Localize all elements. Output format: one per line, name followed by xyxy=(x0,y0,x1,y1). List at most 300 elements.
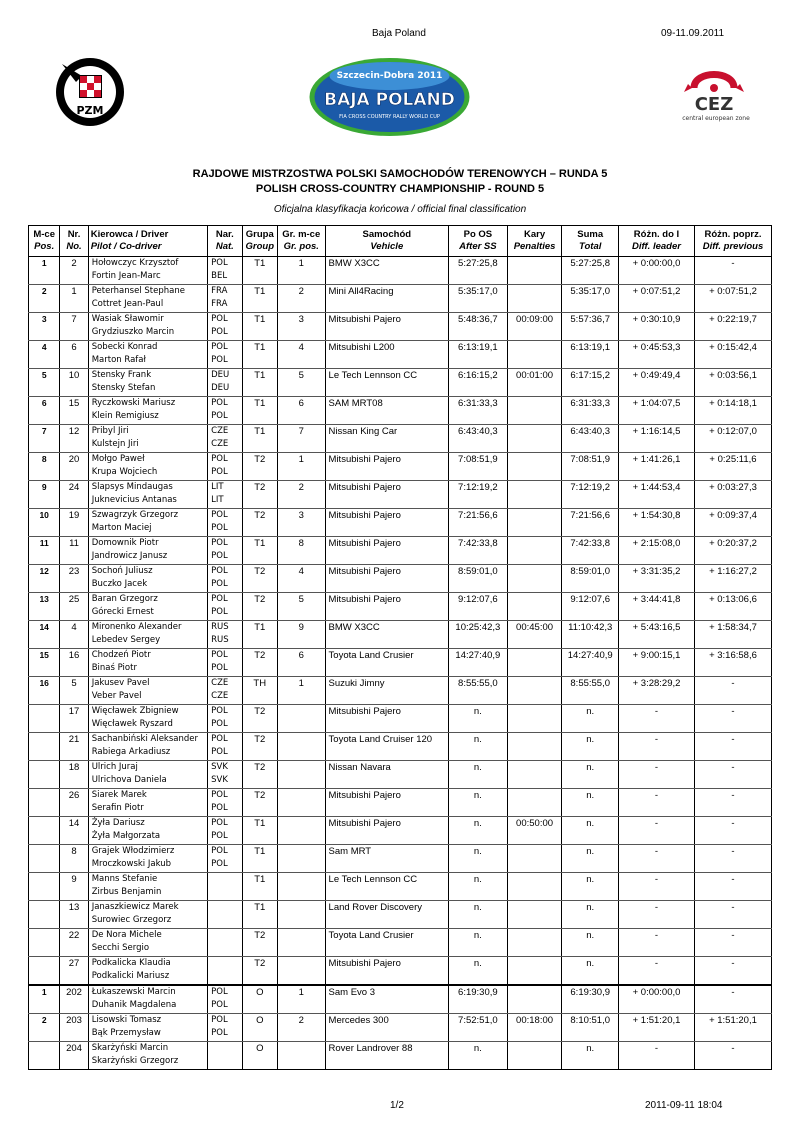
position-cell xyxy=(29,649,60,677)
group-cell-value: O xyxy=(256,1043,264,1054)
diff-leader-cell-value: - xyxy=(654,1043,659,1054)
crew-cell xyxy=(88,453,207,481)
vehicle-cell xyxy=(325,453,448,481)
total-cell xyxy=(562,341,619,369)
nationality-cell xyxy=(208,901,242,929)
diff-previous-cell xyxy=(694,285,771,313)
total-cell-value: 11:10:42,3 xyxy=(568,622,613,633)
crew-cell-line1: Chodzeń Piotr xyxy=(91,650,151,660)
nationality-cell xyxy=(208,341,242,369)
after-ss-cell-value: 7:42:33,8 xyxy=(458,538,498,549)
diff-leader-cell-value: + 0:45:53,3 xyxy=(632,342,681,353)
diff-leader-cell xyxy=(619,789,695,817)
group-pos-cell xyxy=(277,285,325,313)
nationality-cell xyxy=(208,733,242,761)
group-cell-value: T2 xyxy=(254,734,266,745)
penalties-cell xyxy=(507,257,562,285)
number-cell xyxy=(60,453,88,481)
position-cell xyxy=(29,397,60,425)
nationality-cell xyxy=(208,789,242,817)
crew-cell-line2: Rabiega Arkadiusz xyxy=(91,747,171,757)
vehicle-cell xyxy=(325,1014,448,1042)
group-cell xyxy=(242,733,277,761)
group-pos-cell-value: 6 xyxy=(298,398,304,409)
group-pos-cell-value: 3 xyxy=(298,314,304,325)
group-cell-value: T2 xyxy=(254,594,266,605)
crew-cell-line1: Janaszkiewicz Marek xyxy=(91,902,179,912)
crew-cell-line1: Ryczkowski Mariusz xyxy=(91,398,176,408)
diff-leader-cell xyxy=(619,285,695,313)
penalties-cell-value: 00:45:00 xyxy=(516,622,554,633)
nationality-cell-line1: POL xyxy=(211,734,228,744)
penalties-cell xyxy=(507,369,562,397)
group-pos-cell xyxy=(277,397,325,425)
diff-previous-cell xyxy=(694,677,771,705)
group-cell xyxy=(242,593,277,621)
vehicle-cell-value: Mitsubishi Pajero xyxy=(328,482,401,493)
diff-previous-cell-value: - xyxy=(731,902,735,913)
crew-cell xyxy=(88,873,207,901)
diff-previous-cell xyxy=(694,705,771,733)
group-cell-value: T1 xyxy=(254,342,266,353)
position-cell xyxy=(29,761,60,789)
after-ss-cell-value: 7:12:19,2 xyxy=(458,482,498,493)
after-ss-cell-value: n. xyxy=(473,846,482,857)
after-ss-cell-value: 6:19:30,9 xyxy=(458,987,498,998)
crew-cell-line1: Grajek Włodzimierz xyxy=(91,846,175,856)
crew-cell xyxy=(88,397,207,425)
col-penalties-header xyxy=(507,226,562,257)
diff-previous-cell xyxy=(694,1042,771,1070)
group-cell-value: T1 xyxy=(254,902,266,913)
number-cell xyxy=(60,313,88,341)
crew-cell-line1: Sachanbiński Aleksander xyxy=(91,734,198,744)
penalties-cell xyxy=(507,621,562,649)
group-cell xyxy=(242,761,277,789)
vehicle-cell-value: BMW X3CC xyxy=(328,258,380,269)
results-body xyxy=(29,257,772,1070)
header-secondary: Gr. pos. xyxy=(283,241,319,252)
group-cell xyxy=(242,565,277,593)
crew-cell xyxy=(88,1042,207,1070)
group-cell xyxy=(242,929,277,957)
total-cell xyxy=(562,901,619,929)
position-cell-value: 1 xyxy=(41,258,47,268)
title-polish: RAJDOWE MISTRZOSTWA POLSKI SAMOCHODÓW TERENOWYCH – RUNDA 5 xyxy=(192,168,608,180)
diff-previous-cell xyxy=(694,845,771,873)
total-cell-value: n. xyxy=(586,790,595,801)
vehicle-cell-value: Mitsubishi Pajero xyxy=(328,454,401,465)
crew-cell-line2: Marton Rafał xyxy=(91,355,146,365)
position-cell xyxy=(29,593,60,621)
group-cell-value: O xyxy=(256,1015,264,1026)
penalties-cell xyxy=(507,733,562,761)
nationality-cell xyxy=(208,621,242,649)
after-ss-cell xyxy=(449,397,508,425)
diff-leader-cell xyxy=(619,369,695,397)
nationality-cell-line1: FRA xyxy=(211,286,228,296)
table-row xyxy=(29,761,772,789)
group-pos-cell xyxy=(277,901,325,929)
penalties-cell xyxy=(507,1042,562,1070)
table-row xyxy=(29,341,772,369)
header-primary: Grupa xyxy=(245,229,274,240)
nationality-cell-line2: DEU xyxy=(211,383,230,393)
total-cell xyxy=(562,789,619,817)
vehicle-cell xyxy=(325,285,448,313)
number-cell-value: 27 xyxy=(68,958,80,969)
number-cell-value: 2 xyxy=(71,258,77,269)
vehicle-cell xyxy=(325,341,448,369)
number-cell xyxy=(60,649,88,677)
crew-cell xyxy=(88,901,207,929)
diff-previous-cell xyxy=(694,761,771,789)
vehicle-cell xyxy=(325,761,448,789)
number-cell xyxy=(60,285,88,313)
vehicle-cell-value: Mini All4Racing xyxy=(328,286,394,297)
penalties-cell xyxy=(507,649,562,677)
after-ss-cell-value: n. xyxy=(473,706,482,717)
crew-cell-line1: Podkalicka Klaudia xyxy=(91,958,171,968)
crew-cell xyxy=(88,649,207,677)
number-cell xyxy=(60,341,88,369)
diff-previous-cell xyxy=(694,649,771,677)
after-ss-cell xyxy=(449,873,508,901)
group-cell xyxy=(242,957,277,986)
group-cell xyxy=(242,817,277,845)
group-cell xyxy=(242,985,277,1014)
diff-previous-cell xyxy=(694,873,771,901)
number-cell-value: 13 xyxy=(68,902,80,913)
vehicle-cell xyxy=(325,1042,448,1070)
vehicle-cell-value: Toyota Land Crusier xyxy=(328,930,414,941)
diff-leader-cell xyxy=(619,341,695,369)
diff-leader-cell xyxy=(619,565,695,593)
group-cell xyxy=(242,537,277,565)
diff-previous-cell xyxy=(694,621,771,649)
table-header-row xyxy=(29,226,772,257)
number-cell xyxy=(60,1042,88,1070)
crew-cell-line2: Surowiec Grzegorz xyxy=(91,915,172,925)
after-ss-cell-value: 6:13:19,1 xyxy=(458,342,498,353)
after-ss-cell xyxy=(449,985,508,1014)
number-cell-value: 6 xyxy=(71,342,77,353)
crew-cell xyxy=(88,621,207,649)
table-row xyxy=(29,537,772,565)
total-cell-value: 8:10:51,0 xyxy=(570,1015,611,1026)
group-pos-cell xyxy=(277,537,325,565)
crew-cell-line2: Buczko Jacek xyxy=(91,579,148,589)
nationality-cell-line2: BEL xyxy=(211,271,228,281)
group-cell-value: TH xyxy=(253,678,267,689)
crew-cell-line1: Łukaszewski Marcin xyxy=(91,987,176,997)
diff-previous-cell xyxy=(694,453,771,481)
crew-cell xyxy=(88,481,207,509)
col-vehicle-header xyxy=(325,226,448,257)
diff-previous-cell-value: - xyxy=(731,762,735,773)
group-cell xyxy=(242,845,277,873)
diff-leader-cell-value: + 0:00:00,0 xyxy=(632,258,681,269)
number-cell-value: 8 xyxy=(71,846,77,857)
diff-leader-cell-value: - xyxy=(654,762,659,773)
diff-previous-cell-value: - xyxy=(731,678,735,689)
number-cell-value: 15 xyxy=(68,398,80,409)
vehicle-cell-value: Le Tech Lennson CC xyxy=(328,370,418,381)
diff-leader-cell-value: - xyxy=(654,902,659,913)
total-cell xyxy=(562,621,619,649)
position-cell xyxy=(29,257,60,285)
group-cell-value: T2 xyxy=(254,762,266,773)
cez-logo xyxy=(672,58,756,124)
group-pos-cell xyxy=(277,929,325,957)
diff-leader-cell xyxy=(619,425,695,453)
after-ss-cell-value: 5:48:36,7 xyxy=(458,314,498,325)
penalties-cell xyxy=(507,677,562,705)
nationality-cell-line1: POL xyxy=(211,650,228,660)
penalties-cell xyxy=(507,985,562,1014)
group-pos-cell-value: 7 xyxy=(298,426,304,437)
title-english: POLISH CROSS-COUNTRY CHAMPIONSHIP - ROUND 5 xyxy=(255,183,545,195)
nationality-cell-line1: CZE xyxy=(211,678,229,688)
header-secondary: Nat. xyxy=(215,241,234,252)
header-secondary: Diff. leader xyxy=(632,241,681,252)
vehicle-cell-value: Mitsubishi Pajero xyxy=(328,538,401,549)
crew-cell-line2: Górecki Ernest xyxy=(91,607,154,617)
diff-previous-cell xyxy=(694,789,771,817)
after-ss-cell xyxy=(449,1014,508,1042)
col-diff-previous-header xyxy=(694,226,771,257)
vehicle-cell xyxy=(325,845,448,873)
group-cell-value: T1 xyxy=(254,846,266,857)
col-group-pos-header xyxy=(277,226,325,257)
after-ss-cell xyxy=(449,1042,508,1070)
nationality-cell-line1: POL xyxy=(211,454,228,464)
penalties-cell xyxy=(507,341,562,369)
table-row xyxy=(29,957,772,986)
crew-cell-line1: Stensky Frank xyxy=(91,370,152,380)
after-ss-cell-value: 7:52:51,0 xyxy=(458,1015,498,1026)
diff-leader-cell xyxy=(619,537,695,565)
nationality-cell-line2: POL xyxy=(211,467,228,477)
total-cell-value: 9:12:07,6 xyxy=(570,594,611,605)
number-cell-value: 7 xyxy=(71,314,77,325)
penalties-cell xyxy=(507,397,562,425)
crew-cell-line1: Szwagrzyk Grzegorz xyxy=(91,510,179,520)
nationality-cell xyxy=(208,537,242,565)
crew-cell xyxy=(88,425,207,453)
crew-cell xyxy=(88,957,207,986)
group-pos-cell xyxy=(277,257,325,285)
crew-cell-line1: Sochoń Juliusz xyxy=(91,566,153,576)
after-ss-cell xyxy=(449,705,508,733)
crew-cell-line2: Skarżyński Grzegorz xyxy=(91,1056,179,1066)
header-event: Baja Poland xyxy=(372,28,426,39)
vehicle-cell-value: Mitsubishi Pajero xyxy=(328,818,401,829)
diff-previous-cell-value: + 0:13:06,6 xyxy=(709,594,757,605)
number-cell-value: 5 xyxy=(71,678,77,689)
position-cell xyxy=(29,873,60,901)
table-row xyxy=(29,621,772,649)
total-cell xyxy=(562,985,619,1014)
group-pos-cell xyxy=(277,453,325,481)
vehicle-cell-value: Rover Landrover 88 xyxy=(328,1043,413,1054)
total-cell-value: 6:31:33,3 xyxy=(570,398,611,409)
nationality-cell-line2: POL xyxy=(211,663,228,673)
crew-cell-line1: Żyła Dariusz xyxy=(91,818,145,828)
nationality-cell-line1: POL xyxy=(211,314,228,324)
pzm-logo xyxy=(52,52,128,128)
number-cell xyxy=(60,481,88,509)
after-ss-cell xyxy=(449,677,508,705)
nationality-cell-line1: POL xyxy=(211,790,228,800)
cez-logo-sub: central european zone xyxy=(682,115,750,122)
penalties-cell xyxy=(507,313,562,341)
vehicle-cell xyxy=(325,621,448,649)
vehicle-cell-value: Toyota Land Cruiser 120 xyxy=(328,734,433,745)
header-secondary: Diff. previous xyxy=(702,241,764,252)
group-cell xyxy=(242,649,277,677)
total-cell xyxy=(562,369,619,397)
crew-cell-line2: Zirbus Benjamin xyxy=(91,887,162,897)
crew-cell-line2: Stensky Stefan xyxy=(91,383,156,393)
group-cell xyxy=(242,425,277,453)
penalties-cell xyxy=(507,565,562,593)
total-cell xyxy=(562,1042,619,1070)
group-pos-cell xyxy=(277,1014,325,1042)
footer-printed: 2011-09-11 18:04 xyxy=(645,1100,723,1111)
table-row xyxy=(29,817,772,845)
group-pos-cell-value: 4 xyxy=(298,342,304,353)
total-cell xyxy=(562,761,619,789)
table-row xyxy=(29,733,772,761)
diff-previous-cell-value: + 0:22:19,7 xyxy=(709,314,757,325)
vehicle-cell xyxy=(325,649,448,677)
diff-leader-cell-value: + 0:00:00,0 xyxy=(632,987,681,998)
after-ss-cell xyxy=(449,957,508,986)
penalties-cell xyxy=(507,873,562,901)
total-cell-value: 7:12:19,2 xyxy=(570,482,611,493)
number-cell xyxy=(60,397,88,425)
diff-previous-cell xyxy=(694,985,771,1014)
diff-previous-cell xyxy=(694,593,771,621)
total-cell-value: 8:55:55,0 xyxy=(570,678,611,689)
position-cell xyxy=(29,733,60,761)
total-cell-value: 6:19:30,9 xyxy=(570,987,611,998)
table-row xyxy=(29,509,772,537)
diff-previous-cell-value: + 0:09:37,4 xyxy=(709,510,757,521)
classification-subtitle: Oficjalna klasyfikacja końcowa / official final classification xyxy=(273,204,527,215)
nationality-cell xyxy=(208,1042,242,1070)
crew-cell-line2: Cottret Jean-Paul xyxy=(91,299,164,309)
group-cell-value: T1 xyxy=(254,622,266,633)
position-cell xyxy=(29,817,60,845)
vehicle-cell-value: Sam Evo 3 xyxy=(328,987,375,998)
diff-leader-cell xyxy=(619,313,695,341)
nationality-cell-line1: SVK xyxy=(211,762,228,772)
after-ss-cell-value: n. xyxy=(473,790,482,801)
total-cell xyxy=(562,845,619,873)
total-cell xyxy=(562,733,619,761)
nationality-cell xyxy=(208,285,242,313)
total-cell-value: 7:08:51,9 xyxy=(570,454,611,465)
position-cell-value: 9 xyxy=(41,482,47,492)
penalties-cell xyxy=(507,957,562,986)
crew-cell-line1: Lisowski Tomasz xyxy=(91,1015,162,1025)
total-cell-value: 8:59:01,0 xyxy=(570,566,611,577)
header-secondary: After SS xyxy=(459,241,497,252)
vehicle-cell xyxy=(325,481,448,509)
crew-cell xyxy=(88,509,207,537)
position-cell xyxy=(29,705,60,733)
position-cell xyxy=(29,481,60,509)
group-cell-value: T1 xyxy=(254,818,266,829)
total-cell-value: 5:35:17,0 xyxy=(570,286,611,297)
crew-cell-line2: Klein Remigiusz xyxy=(91,411,159,421)
diff-previous-cell-value: - xyxy=(731,258,735,269)
nationality-cell xyxy=(208,705,242,733)
diff-leader-cell-value: - xyxy=(654,874,659,885)
number-cell-value: 10 xyxy=(68,370,80,381)
position-cell-value: 2 xyxy=(41,1015,47,1025)
position-cell-value: 6 xyxy=(41,398,47,408)
position-cell-value: 10 xyxy=(39,510,49,520)
vehicle-cell-value: Mitsubishi Pajero xyxy=(328,594,401,605)
table-row xyxy=(29,845,772,873)
nationality-cell-line2: CZE xyxy=(211,691,229,701)
penalties-cell xyxy=(507,285,562,313)
header-secondary: Pilot / Co-driver xyxy=(90,241,162,252)
group-pos-cell xyxy=(277,957,325,986)
group-cell-value: T1 xyxy=(254,874,266,885)
group-pos-cell-value: 3 xyxy=(298,510,304,521)
crew-cell-line2: Juknevicius Antanas xyxy=(91,495,177,505)
group-cell-value: T1 xyxy=(254,314,266,325)
number-cell-value: 16 xyxy=(68,650,80,661)
diff-leader-cell xyxy=(619,257,695,285)
group-pos-cell xyxy=(277,761,325,789)
number-cell xyxy=(60,873,88,901)
penalties-cell-value: 00:01:00 xyxy=(516,370,554,381)
header-secondary: Group xyxy=(245,241,274,252)
crew-cell-line2: Jandrowicz Janusz xyxy=(91,551,168,561)
nationality-cell-line1: POL xyxy=(211,566,228,576)
diff-leader-cell xyxy=(619,957,695,986)
number-cell-value: 23 xyxy=(68,566,80,577)
baja-logo-line1: Szczecin-Dobra 2011 xyxy=(336,71,443,81)
nationality-cell-line1: POL xyxy=(211,846,228,856)
position-cell xyxy=(29,621,60,649)
after-ss-cell xyxy=(449,369,508,397)
header-primary: Nar. xyxy=(215,229,234,240)
vehicle-cell-value: Toyota Land Crusier xyxy=(328,650,414,661)
group-cell xyxy=(242,705,277,733)
group-pos-cell xyxy=(277,817,325,845)
nationality-cell-line2: POL xyxy=(211,579,228,589)
crew-cell xyxy=(88,705,207,733)
position-cell xyxy=(29,313,60,341)
crew-cell-line1: Pribyl Jiri xyxy=(91,426,129,436)
crew-cell-line2: Lebedev Sergey xyxy=(91,635,161,645)
total-cell xyxy=(562,593,619,621)
crew-cell-line1: Manns Stefanie xyxy=(91,874,158,884)
diff-previous-cell-value: + 1:51:20,1 xyxy=(709,1015,757,1026)
crew-cell xyxy=(88,369,207,397)
diff-previous-cell-value: + 0:12:07,0 xyxy=(709,426,757,437)
number-cell-value: 11 xyxy=(69,538,79,549)
group-cell-value: T2 xyxy=(254,650,266,661)
crew-cell xyxy=(88,789,207,817)
after-ss-cell-value: 6:16:15,2 xyxy=(458,370,498,381)
